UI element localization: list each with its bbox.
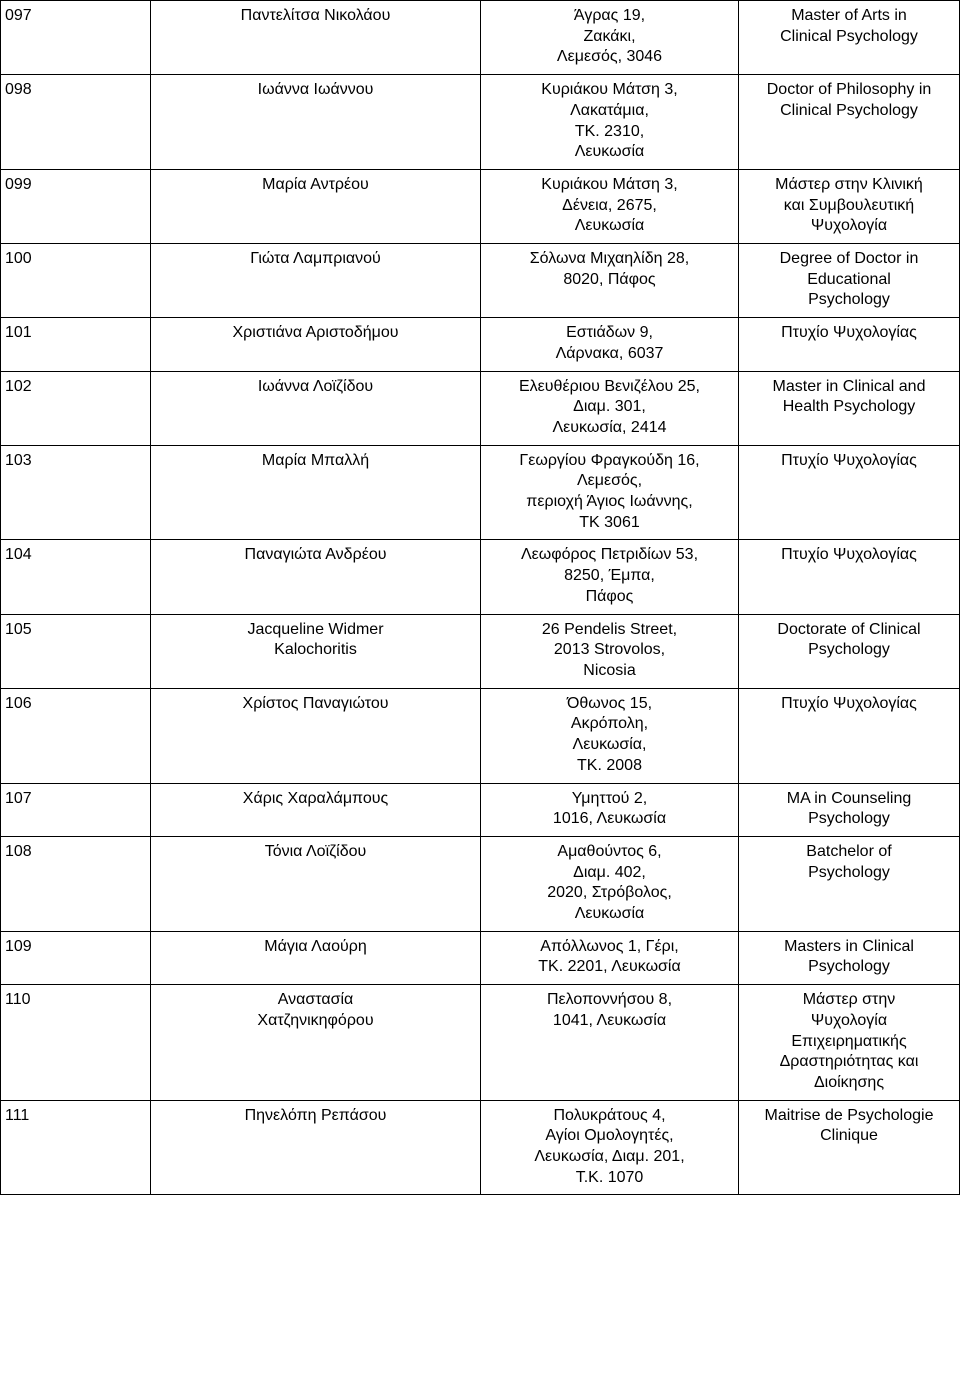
registration-number-cell	[1, 75, 151, 170]
member-degree: Maitrise de Psychologie Clinique	[764, 1106, 934, 1145]
member-name: Ιωάννα Λοϊζίδου	[257, 377, 374, 395]
member-address-cell	[481, 836, 739, 931]
member-degree-cell	[739, 1100, 960, 1195]
registration-number: 099	[5, 175, 32, 193]
member-address: Απόλλωνος 1, Γέρι, ΤΚ. 2201, Λευκωσία	[538, 937, 681, 976]
member-degree: MA in Counseling Psychology	[786, 789, 912, 828]
registration-number: 097	[5, 7, 32, 24]
member-name-cell	[151, 1100, 481, 1195]
registration-number-cell	[1, 614, 151, 688]
member-degree: Masters in Clinical Psychology	[784, 937, 914, 976]
registration-number: 098	[5, 81, 32, 99]
table-row	[1, 783, 960, 836]
member-degree: Μάστερ στην Ψυχολογία Επιχειρηματικής Δραστηριότητας και Διοίκησης	[779, 991, 919, 1091]
table-row	[1, 985, 960, 1101]
member-degree-cell	[739, 931, 960, 984]
member-address: Κυριάκου Μάτση 3, Λακατάμια, ΤΚ. 2310, Λευκωσία	[541, 81, 678, 161]
registration-number-cell	[1, 1, 151, 75]
member-address: Εστιάδων 9, Λάρνακα, 6037	[555, 324, 664, 362]
member-name: Γιώτα Λαμπριανού	[250, 250, 381, 268]
member-address: 26 Pendelis Street, 2013 Strovolos, Nicosia	[541, 620, 678, 679]
member-address-cell	[481, 1, 739, 75]
registration-number-cell	[1, 540, 151, 614]
member-degree: Batchelor of Psychology	[806, 842, 892, 881]
member-name: Χρίστος Παναγιώτου	[242, 694, 389, 712]
member-degree: Master of Arts in Clinical Psychology	[780, 7, 918, 45]
member-name-cell	[151, 783, 481, 836]
member-address: Άγρας 19, Ζακάκι, Λεμεσός, 3046	[556, 7, 663, 66]
table-row	[1, 540, 960, 614]
table-row	[1, 445, 960, 540]
registration-number-cell	[1, 985, 151, 1101]
table-row	[1, 1, 960, 75]
member-name-cell	[151, 244, 481, 318]
member-address-cell	[481, 688, 739, 783]
table-row	[1, 614, 960, 688]
member-name: Χριστιάνα Αριστοδήμου	[232, 324, 399, 342]
member-name: Jacqueline Widmer Kalochoritis	[247, 620, 384, 659]
registration-number: 106	[5, 694, 32, 712]
member-name: Χάρις Χαραλάμπους	[242, 789, 389, 807]
member-degree-cell	[739, 836, 960, 931]
member-address: Όθωνος 15, Ακρόπολη, Λευκωσία, ΤΚ. 2008	[566, 694, 653, 774]
registration-number-cell	[1, 931, 151, 984]
member-name-cell	[151, 540, 481, 614]
member-degree-cell	[739, 783, 960, 836]
member-degree: Master in Clinical and Health Psychology	[772, 377, 926, 416]
member-name-cell	[151, 614, 481, 688]
member-address-cell	[481, 1100, 739, 1195]
member-degree-cell	[739, 244, 960, 318]
registration-number: 100	[5, 250, 32, 268]
member-degree-cell	[739, 985, 960, 1101]
registration-number: 101	[5, 324, 32, 342]
member-name: Ιωάννα Ιωάννου	[257, 81, 374, 99]
table-row	[1, 244, 960, 318]
member-address: Κυριάκου Μάτση 3, Δένεια, 2675, Λευκωσία	[541, 175, 678, 235]
registration-number-cell	[1, 783, 151, 836]
member-degree-cell	[739, 614, 960, 688]
table-row	[1, 836, 960, 931]
member-name: Παντελίτσα Νικολάου	[240, 7, 391, 24]
member-address-cell	[481, 783, 739, 836]
member-address: Σόλωνα Μιχαηλίδη 28, 8020, Πάφος	[529, 250, 690, 288]
registration-number: 105	[5, 620, 32, 638]
member-address: Ελευθέριου Βενιζέλου 25, Διαμ. 301, Λευκωσία, 2414	[519, 377, 700, 436]
table-row	[1, 169, 960, 243]
registration-number-cell	[1, 244, 151, 318]
registration-number: 104	[5, 546, 32, 564]
member-degree: Πτυχίο Ψυχολογίας	[781, 694, 917, 712]
table-row	[1, 75, 960, 170]
registration-number: 111	[5, 1106, 30, 1124]
member-degree: Degree of Doctor in Educational Psychology	[779, 250, 919, 309]
member-degree: Doctor of Philosophy in Clinical Psychology	[766, 81, 932, 119]
table-row	[1, 931, 960, 984]
member-degree-cell	[739, 1, 960, 75]
member-address: Πολυκράτους 4, Αγίοι Ομολογητές, Λευκωσία, Διαμ. 201, Τ.Κ. 1070	[534, 1106, 685, 1186]
table-row	[1, 371, 960, 445]
registry-body	[1, 1, 960, 1195]
member-name: Μαρία Μπαλλή	[261, 451, 370, 469]
member-degree-cell	[739, 688, 960, 783]
table-row	[1, 688, 960, 783]
registration-number-cell	[1, 445, 151, 540]
member-address-cell	[481, 244, 739, 318]
member-address-cell	[481, 614, 739, 688]
member-name: Αναστασία Χατζηνικηφόρου	[257, 991, 374, 1029]
member-degree: Doctorate of Clinical Psychology	[777, 620, 921, 659]
member-address-cell	[481, 540, 739, 614]
member-address: Λεωφόρος Πετριδίων 53, 8250, Έμπα, Πάφος	[520, 546, 699, 605]
member-name-cell	[151, 169, 481, 243]
member-name: Μάγια Λαούρη	[264, 937, 367, 955]
member-address-cell	[481, 75, 739, 170]
member-address-cell	[481, 445, 739, 540]
registration-number-cell	[1, 1100, 151, 1195]
member-name-cell	[151, 445, 481, 540]
member-name-cell	[151, 985, 481, 1101]
member-address-cell	[481, 931, 739, 984]
member-degree-cell	[739, 371, 960, 445]
registration-number: 110	[5, 991, 31, 1009]
member-address-cell	[481, 169, 739, 243]
member-name: Τόνια Λοϊζίδου	[264, 842, 367, 860]
member-address-cell	[481, 371, 739, 445]
table-row	[1, 318, 960, 371]
member-name-cell	[151, 1, 481, 75]
registration-number-cell	[1, 169, 151, 243]
member-address: Πελοποννήσου 8, 1041, Λευκωσία	[546, 991, 673, 1029]
registration-number-cell	[1, 371, 151, 445]
member-name-cell	[151, 836, 481, 931]
member-degree: Πτυχίο Ψυχολογίας	[781, 546, 917, 564]
member-name-cell	[151, 688, 481, 783]
member-name: Παναγιώτα Ανδρέου	[244, 546, 387, 564]
member-address: Υμηττού 2, 1016, Λευκωσία	[552, 789, 667, 828]
member-degree: Πτυχίο Ψυχολογίας	[781, 451, 917, 469]
member-address: Γεωργίου Φραγκούδη 16, Λεμεσός, περιοχή Άγιος Ιωάννης, ΤΚ 3061	[519, 451, 700, 531]
registration-number: 108	[5, 842, 32, 860]
member-name-cell	[151, 318, 481, 371]
member-address: Αμαθούντος 6, Διαμ. 402, 2020, Στρόβολος, Λευκωσία	[547, 842, 672, 923]
member-degree-cell	[739, 445, 960, 540]
table-row	[1, 1100, 960, 1195]
registration-number-cell	[1, 318, 151, 371]
member-degree: Πτυχίο Ψυχολογίας	[781, 324, 917, 342]
registration-number: 103	[5, 451, 32, 469]
registration-number: 102	[5, 377, 32, 395]
registration-number-cell	[1, 688, 151, 783]
registration-number: 109	[5, 937, 32, 955]
member-degree-cell	[739, 318, 960, 371]
member-degree: Μάστερ στην Κλινική και Συμβουλευτική Ψυχολογία	[775, 175, 923, 235]
member-degree-cell	[739, 169, 960, 243]
member-name-cell	[151, 75, 481, 170]
member-name-cell	[151, 931, 481, 984]
member-degree-cell	[739, 75, 960, 170]
member-name: Μαρία Αντρέου	[262, 175, 369, 193]
member-degree-cell	[739, 540, 960, 614]
member-address-cell	[481, 985, 739, 1101]
member-name-cell	[151, 371, 481, 445]
member-address-cell	[481, 318, 739, 371]
registration-number: 107	[5, 789, 32, 807]
registration-number-cell	[1, 836, 151, 931]
member-name: Πηνελόπη Ρεπάσου	[244, 1106, 387, 1124]
